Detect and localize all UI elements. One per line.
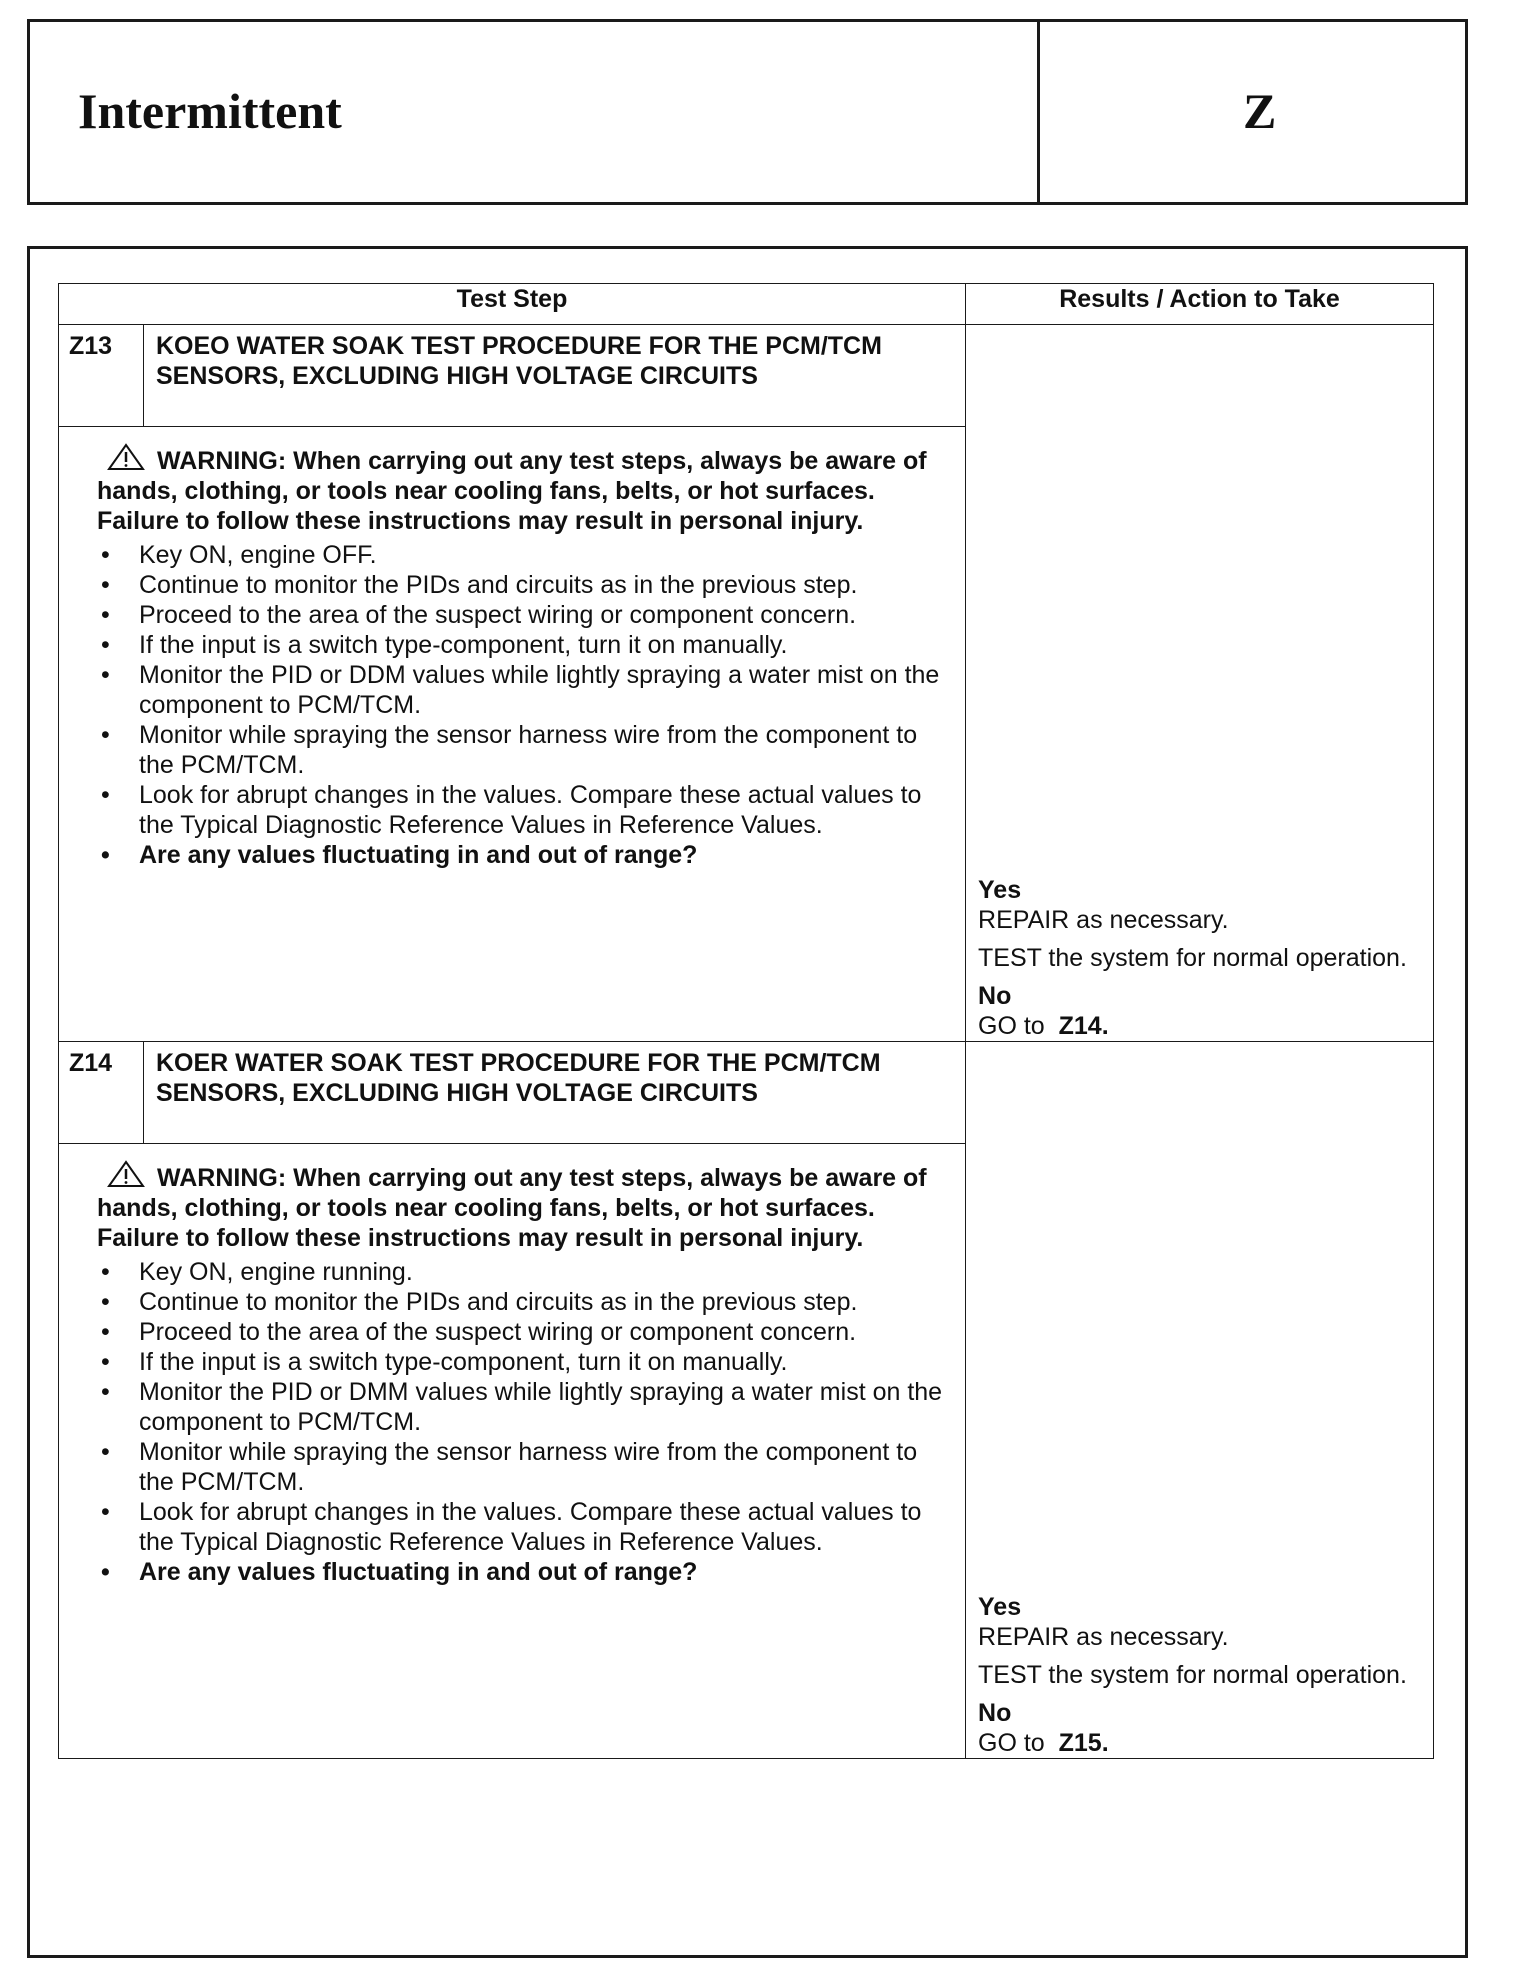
result-block xyxy=(978,875,1423,1041)
step-bullet-list xyxy=(97,1257,953,1587)
warning-triangle-icon xyxy=(107,1160,145,1188)
step-title-row xyxy=(59,325,1434,427)
list-item: • Proceed to the area of the suspect wiring or component concern. xyxy=(97,600,953,630)
step-question: • Are any values fluctuating in and out of range? xyxy=(97,1557,953,1587)
yes-action: REPAIR as necessary. xyxy=(978,906,1229,934)
header-divider xyxy=(1037,22,1040,202)
list-item: • If the input is a switch type-component, turn it on manually. xyxy=(97,1347,953,1377)
result-block xyxy=(978,1592,1423,1758)
step-title: KOER WATER SOAK TEST PROCEDURE FOR THE PCM/TCM SENSORS, EXCLUDING HIGH VOLTAGE CIRCUITS xyxy=(144,1042,966,1144)
step-result-cell xyxy=(966,1042,1434,1759)
no-action xyxy=(978,1728,1423,1758)
step-question: • Are any values fluctuating in and out of range? xyxy=(97,840,953,870)
no-action-text: GO to xyxy=(978,1729,1045,1757)
yes-label: Yes xyxy=(978,876,1022,904)
section-header xyxy=(27,19,1468,205)
step-body xyxy=(59,427,966,1042)
step-title-row xyxy=(59,1042,1434,1144)
warning-text: WARNING: When carrying out any test steps, always be aware of hands, clothing, or tools near cooling fans, belts, or hot surfaces. Failure to follow these instructions may result in personal injury. xyxy=(97,1160,953,1253)
list-item: • Monitor while spraying the sensor harness wire from the component to the PCM/TCM. xyxy=(97,720,953,780)
yes-action: TEST the system for normal operation. xyxy=(978,944,1407,972)
no-label: No xyxy=(978,982,1012,1010)
step-title: KOEO WATER SOAK TEST PROCEDURE FOR THE PCM/TCM SENSORS, EXCLUDING HIGH VOLTAGE CIRCUITS xyxy=(144,325,966,427)
list-item: • Proceed to the area of the suspect wiring or component concern. xyxy=(97,1317,953,1347)
list-item: • Look for abrupt changes in the values. Compare these actual values to the Typical Diagnostic Reference Values in Reference Values. xyxy=(97,1497,953,1557)
list-item: • Look for abrupt changes in the values. Compare these actual values to the Typical Diagnostic Reference Values in Reference Values. xyxy=(97,780,953,840)
no-target-link[interactable]: Z15. xyxy=(1058,1729,1109,1757)
table-header-row xyxy=(59,284,1434,325)
no-action xyxy=(978,1011,1423,1041)
no-action-text: GO to xyxy=(978,1012,1045,1040)
list-item: • Continue to monitor the PIDs and circuits as in the previous step. xyxy=(97,570,953,600)
step-id: Z14 xyxy=(59,1042,144,1144)
section-title: Intermittent xyxy=(78,83,342,139)
section-letter: Z xyxy=(1243,83,1277,139)
column-header-results: Results / Action to Take xyxy=(966,284,1434,325)
column-header-test-step: Test Step xyxy=(59,284,966,325)
list-item: • Monitor while spraying the sensor harness wire from the component to the PCM/TCM. xyxy=(97,1437,953,1497)
yes-action: TEST the system for normal operation. xyxy=(978,1661,1407,1689)
no-label: No xyxy=(978,1699,1012,1727)
warning-text: WARNING: When carrying out any test steps, always be aware of hands, clothing, or tools near cooling fans, belts, or hot surfaces. Failure to follow these instructions may result in personal injury. xyxy=(97,443,953,536)
no-target-link[interactable]: Z14. xyxy=(1058,1012,1109,1040)
list-item: • Continue to monitor the PIDs and circuits as in the previous step. xyxy=(97,1287,953,1317)
yes-action: REPAIR as necessary. xyxy=(978,1623,1229,1651)
test-step-table xyxy=(58,283,1434,1759)
step-id: Z13 xyxy=(59,325,144,427)
yes-label: Yes xyxy=(978,1593,1022,1621)
warning-triangle-icon xyxy=(107,443,145,471)
list-item: • Key ON, engine running. xyxy=(97,1257,953,1287)
step-bullet-list xyxy=(97,540,953,870)
list-item: • Key ON, engine OFF. xyxy=(97,540,953,570)
step-body xyxy=(59,1144,966,1759)
step-result-cell xyxy=(966,325,1434,1042)
list-item: • If the input is a switch type-component, turn it on manually. xyxy=(97,630,953,660)
list-item: • Monitor the PID or DDM values while lightly spraying a water mist on the component to PCM/TCM. xyxy=(97,660,953,720)
list-item: • Monitor the PID or DMM values while lightly spraying a water mist on the component to PCM/TCM. xyxy=(97,1377,953,1437)
